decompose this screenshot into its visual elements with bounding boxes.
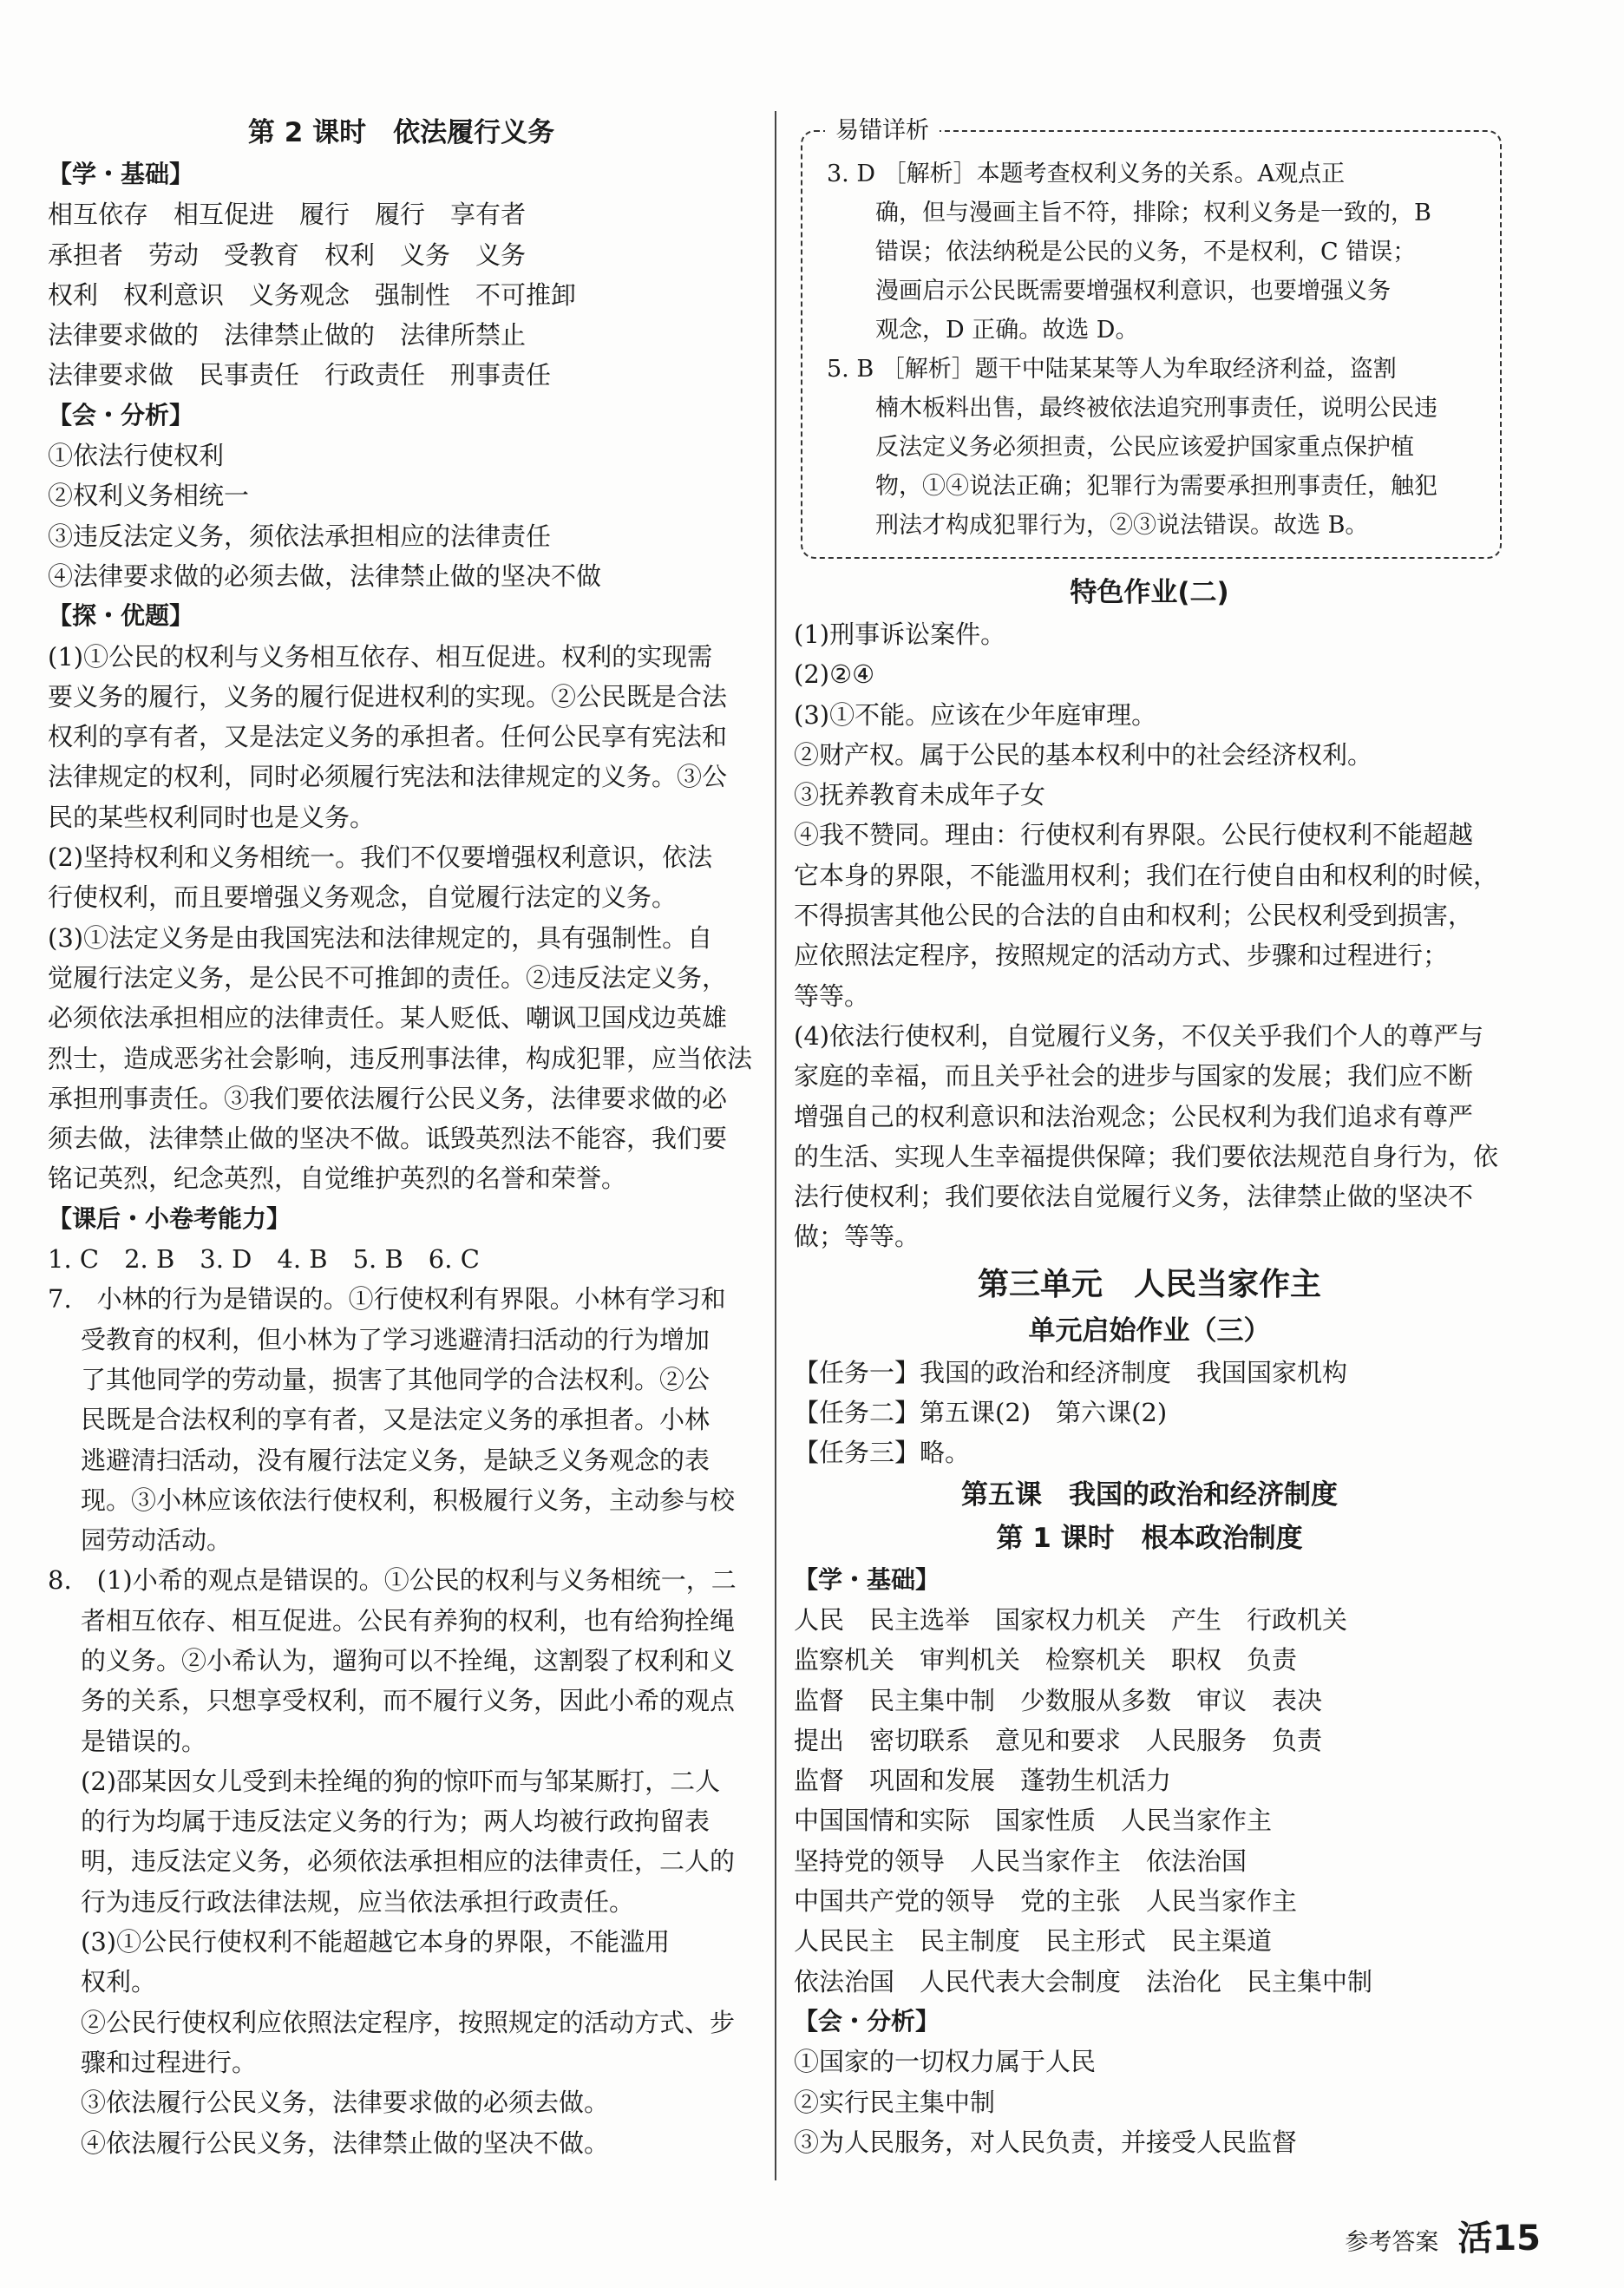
text-line: 觉履行法定义务，是公民不可推卸的责任。②违反法定义务， — [48, 962, 728, 993]
text-line: 7. 小林的行为是错误的。①行使权利有界限。小林有学习和 — [48, 1284, 726, 1314]
text-line: 人民民主 民主制度 民主形式 民主渠道 — [794, 1926, 1273, 1957]
error-analysis-content — [827, 154, 1476, 545]
text-line: 观念，D 正确。故选 D。 — [875, 317, 1139, 344]
text-line: 【任务一】我国的政治和经济制度 我国国家机构 — [794, 1357, 1348, 1387]
text-line: (3)①不能。应该在少年庭审理。 — [794, 699, 1157, 730]
text-line: 行为违反行政法律法规，应当依法承担行政责任。 — [81, 1886, 635, 1917]
text-line: 权利 权利意识 义务观念 强制性 不可推卸 — [48, 279, 577, 310]
text-line: 【任务三】略。 — [794, 1438, 971, 1468]
text-line: 必须依法承担相应的法律责任。某人贬低、嘲讽卫国戍边英雄 — [48, 1003, 728, 1033]
text-line: 依法治国 人民代表大会制度 法治化 民主集中制 — [794, 1966, 1373, 1996]
text-line: 监察机关 审判机关 检察机关 职权 负责 — [794, 1645, 1298, 1675]
text-line: 了其他同学的劳动量，损害了其他同学的合法权利。②公 — [81, 1364, 710, 1394]
text-line: 监督 民主集中制 少数服从多数 审议 表决 — [794, 1685, 1323, 1715]
text-line: (1)①公民的权利与义务相互依存、相互促进。权利的实现需 — [48, 641, 713, 672]
text-line: 错误；依法纳税是公民的义务，不是权利，C 错误； — [875, 239, 1417, 266]
special-homework-title: 特色作业(二) — [1070, 577, 1229, 608]
text-line: ③违反法定义务，须依法承担相应的法律责任 — [48, 521, 552, 551]
task-list — [794, 1353, 1505, 1473]
text-line: 务的关系，只想享受权利，而不履行义务，因此小希的观点 — [81, 1686, 736, 1716]
text-line: 应依照法定程序，按照规定的活动方式、步骤和过程进行； — [794, 941, 1449, 971]
right-column — [794, 111, 1505, 2162]
text-line: ①依法行使权利 — [48, 441, 225, 471]
period-title: 第 1 课时 根本政治制度 — [996, 1522, 1303, 1554]
text-line: ②实行民主集中制 — [794, 2087, 996, 2117]
unit-subtitle: 单元启始作业（三） — [1028, 1314, 1271, 1347]
text-line: 确，但与漫画主旨不符，排除；权利义务是一致的，B — [875, 200, 1431, 226]
text-line: 逃避清扫活动，没有履行法定义务，是缺乏义务观念的表 — [81, 1445, 710, 1475]
unit-title: 第三单元 人民当家作主 — [977, 1266, 1321, 1302]
section-tag: 【学・基础】 — [48, 160, 194, 188]
text-line: ③抚养教育未成年子女 — [794, 780, 1046, 810]
text-line: 须去做，法律禁止做的坚决不做。诋毁英烈法不能容，我们要 — [48, 1124, 728, 1154]
text-line: ③依法履行公民义务，法律要求做的必须去做。 — [81, 2088, 610, 2118]
text-line: ④我不赞同。理由：行使权利有界限。公民行使权利不能超越 — [794, 820, 1474, 850]
text-line: 不得损害其他公民的合法的自由和权利；公民权利受到损害， — [794, 901, 1474, 931]
section-tag: 【会・分析】 — [48, 400, 194, 429]
text-line: 明，违反法定义务，必须依法承担相应的法律责任，二人的 — [81, 1846, 736, 1877]
text-line: 5. B ［解析］题干中陆某某等人为牟取经济利益，盗割 — [827, 356, 1397, 383]
text-line: 增强自己的权利意识和法治观念；公民权利为我们追求有尊严 — [794, 1101, 1474, 1131]
text-line: 法律要求做 民事责任 行政责任 刑事责任 — [48, 360, 552, 390]
text-line: 承担刑事责任。③我们要依法履行公民义务，法律要求做的必 — [48, 1083, 728, 1113]
text-line: ③为人民服务，对人民负责，并接受人民监督 — [794, 2127, 1298, 2157]
text-line: 等等。 — [794, 980, 870, 1011]
column-divider — [775, 111, 776, 2180]
text-line: 做；等等。 — [794, 1222, 920, 1252]
section-tag: 【会・分析】 — [794, 2006, 940, 2036]
text-line: 的行为均属于违反法定义务的行为；两人均被行政拘留表 — [81, 1806, 710, 1837]
text-line: 监督 巩固和发展 蓬勃生机活力 — [794, 1766, 1172, 1796]
text-line: ②财产权。属于公民的基本权利中的社会经济权利。 — [794, 739, 1373, 770]
text-line: 要义务的履行，义务的履行促进权利的实现。②公民既是合法 — [48, 681, 728, 711]
text-line: ②权利义务相统一 — [48, 481, 250, 511]
text-line: 是错误的。 — [81, 1726, 207, 1756]
page-footer — [1345, 2211, 1541, 2260]
text-line: 8. (1)小希的观点是错误的。①公民的权利与义务相统一，二 — [48, 1565, 737, 1596]
text-line: (2)邵某因女儿受到未拴绳的狗的惊吓而与邹某厮打，二人 — [81, 1766, 721, 1796]
lesson-content — [794, 1560, 1505, 2162]
text-line: 民既是合法权利的享有者，又是法定义务的承担者。小林 — [81, 1405, 710, 1435]
text-line: (2)②④ — [794, 659, 875, 690]
footer-label: 参考答案 — [1345, 2229, 1439, 2256]
section-tag: 【课后・小卷考能力】 — [48, 1203, 291, 1233]
text-line: 楠木板料出售，最终被依法追究刑事责任，说明公民违 — [875, 395, 1437, 422]
text-line: 物，①④说法正确；犯罪行为需要承担刑事责任，触犯 — [875, 473, 1437, 500]
text-line: 权利的享有者，又是法定义务的承担者。任何公民享有宪法和 — [48, 722, 728, 752]
text-line: ②公民行使权利应依照法定程序，按照规定的活动方式、步 — [81, 2007, 736, 2037]
error-analysis-box — [801, 117, 1502, 559]
text-line: 刑法才构成犯罪行为，②③说法错误。故选 B。 — [875, 512, 1369, 539]
text-line: ①国家的一切权力属于人民 — [794, 2047, 1097, 2077]
text-line: ④依法履行公民义务，法律禁止做的坚决不做。 — [81, 2127, 610, 2158]
text-line: 法律要求做的 法律禁止做的 法律所禁止 — [48, 320, 527, 351]
text-line: 园劳动活动。 — [81, 1525, 232, 1556]
text-line: 【任务二】第五课(2) 第六课(2) — [794, 1398, 1168, 1428]
text-line: (3)①公民行使权利不能超越它本身的界限，不能滥用 — [81, 1927, 671, 1957]
text-line: 相互依存 相互促进 履行 履行 享有者 — [48, 200, 527, 230]
text-line: 权利。 — [81, 1967, 157, 1997]
page-number: 活15 — [1457, 2219, 1541, 2258]
text-line: 人民 民主选举 国家权力机关 产生 行政机关 — [794, 1604, 1348, 1635]
section-tag: 【学・基础】 — [794, 1564, 940, 1594]
text-line: 铭记英烈，纪念英烈，自觉维护英烈的名誉和荣誉。 — [48, 1164, 627, 1194]
text-line: 烈士，造成恶劣社会影响，违反刑事法律，构成犯罪，应当依法 — [48, 1043, 753, 1073]
text-line: 骤和过程进行。 — [81, 2047, 258, 2077]
section-title: 第 2 课时 依法履行义务 — [247, 117, 555, 148]
text-line: 坚持党的领导 人民当家作主 依法治国 — [794, 1845, 1247, 1876]
text-line: (2)坚持权利和义务相统一。我们不仅要增强权利意识，依法 — [48, 842, 713, 873]
text-line: 的生活、实现人生幸福提供保障；我们要依法规范自身行为，依 — [794, 1141, 1499, 1171]
section-tag: 【探・优题】 — [48, 601, 194, 631]
text-line: 1. C 2. B 3. D 4. B 5. B 6. C — [48, 1244, 480, 1275]
left-column — [48, 111, 755, 2163]
text-line: 中国共产党的领导 党的主张 人民当家作主 — [794, 1886, 1298, 1917]
text-line: 民的某些权利同时也是义务。 — [48, 802, 376, 832]
text-line: 受教育的权利，但小林为了学习逃避清扫活动的行为增加 — [81, 1324, 710, 1354]
text-line: 者相互依存、相互促进。公民有养狗的权利，也有给狗拴绳 — [81, 1605, 736, 1636]
text-line: 漫画启示公民既需要增强权利意识，也要增强义务 — [875, 278, 1391, 305]
text-line: 中国国情和实际 国家性质 人民当家作主 — [794, 1806, 1273, 1836]
special-homework-content — [794, 614, 1505, 1257]
error-analysis-title: 易错详析 — [825, 115, 940, 148]
text-line: 法行使权利；我们要依法自觉履行义务，法律禁止做的坚决不 — [794, 1182, 1474, 1212]
text-line: 行使权利，而且要增强义务观念，自觉履行法定的义务。 — [48, 882, 678, 913]
text-line: 它本身的界限，不能滥用权利；我们在行使自由和权利的时候， — [794, 860, 1499, 890]
text-line: 法律规定的权利，同时必须履行宪法和法律规定的义务。③公 — [48, 762, 728, 792]
text-line: (4)依法行使权利，自觉履行义务，不仅关乎我们个人的尊严与 — [794, 1020, 1484, 1051]
text-line: (3)①法定义务是由我国宪法和法律规定的，具有强制性。自 — [48, 922, 713, 953]
text-line: 3. D ［解析］本题考查权利义务的关系。A观点正 — [827, 161, 1346, 187]
text-line: 反法定义务必须担责，公民应该爱护国家重点保护植 — [875, 434, 1414, 461]
text-line: 现。③小林应该依法行使权利，积极履行义务，主动参与校 — [81, 1485, 736, 1515]
text-line: 的义务。②小希认为，遛狗可以不拴绳，这割裂了权利和义 — [81, 1645, 736, 1675]
text-line: ④法律要求做的必须去做，法律禁止做的坚决不做 — [48, 561, 602, 591]
text-line: 提出 密切联系 意见和要求 人民服务 负责 — [794, 1725, 1323, 1755]
lesson-title: 第五课 我国的政治和经济制度 — [961, 1478, 1338, 1511]
left-content — [48, 154, 755, 2163]
text-line: (1)刑事诉讼案件。 — [794, 620, 1006, 649]
text-line: 家庭的幸福，而且关乎社会的进步与国家的发展；我们应不断 — [794, 1061, 1474, 1092]
text-line: 承担者 劳动 受教育 权利 义务 义务 — [48, 239, 527, 270]
